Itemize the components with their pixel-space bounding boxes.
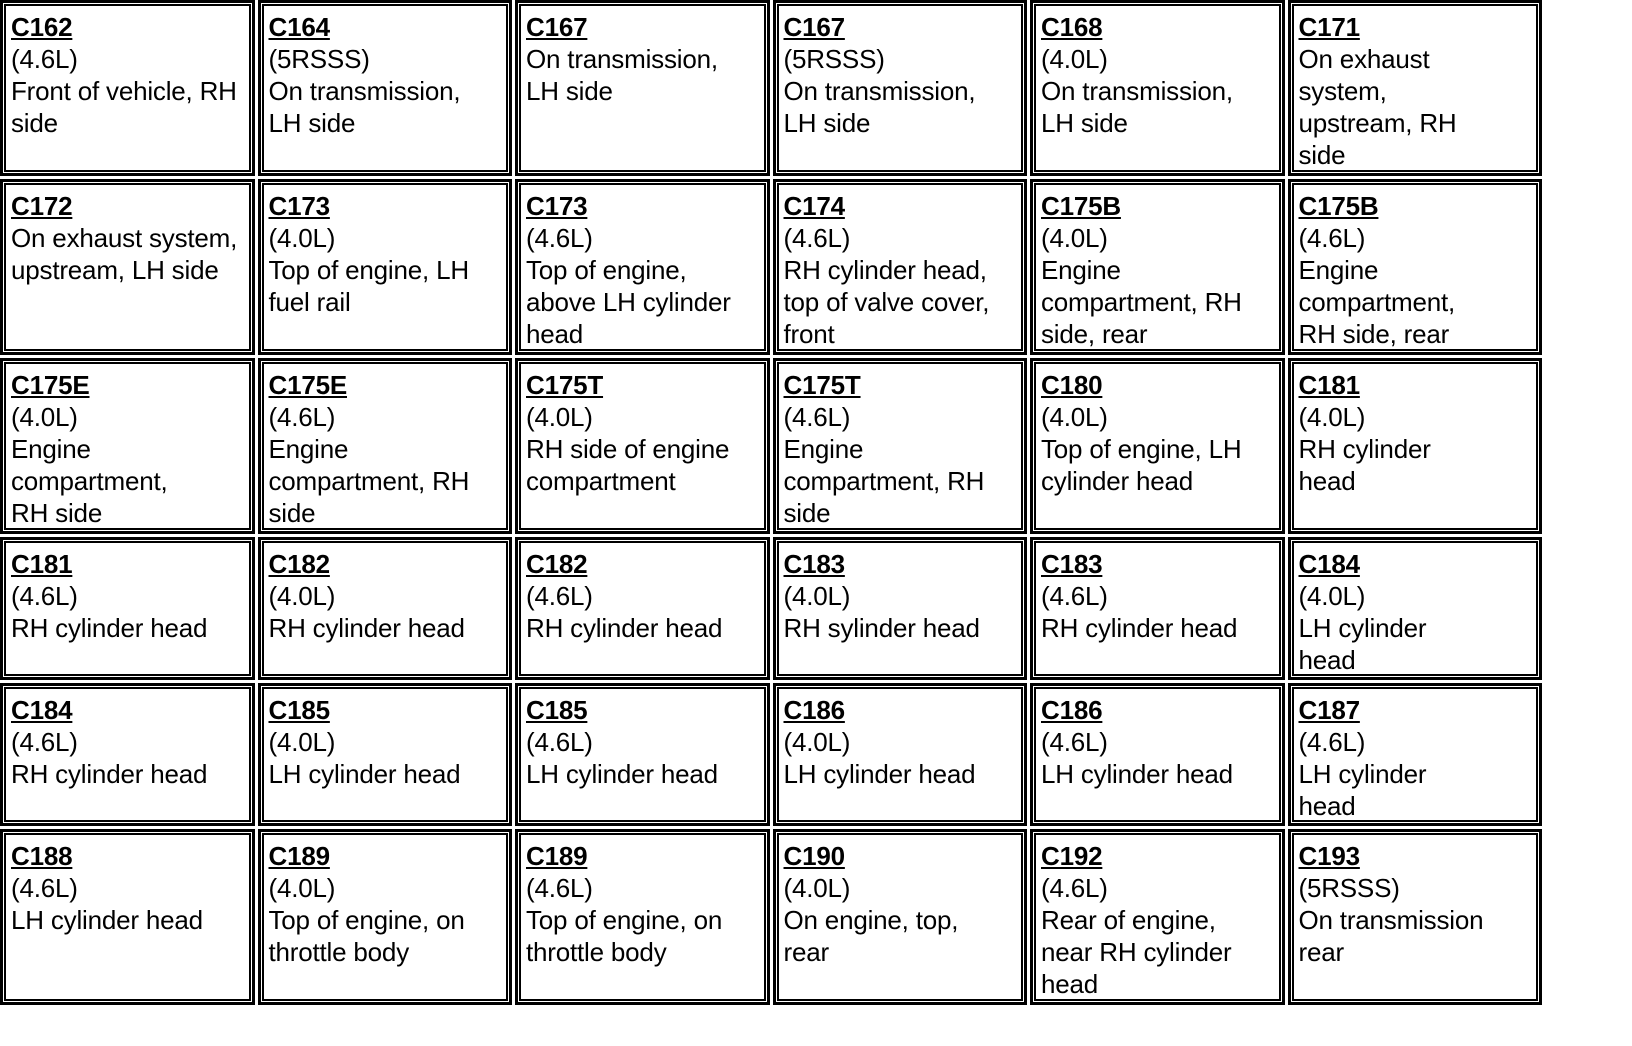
connector-location: On transmission, LH side bbox=[783, 76, 976, 138]
connector-cell bbox=[1288, 537, 1543, 680]
connector-code: C189 bbox=[268, 841, 330, 871]
connector-cell bbox=[258, 683, 513, 826]
connector-spec: (4.6L) bbox=[783, 223, 851, 253]
connector-spec: (4.6L) bbox=[268, 402, 336, 432]
connector-location: Engine compartment, RH side, rear bbox=[1298, 255, 1456, 349]
connector-code: C167 bbox=[526, 12, 588, 42]
connector-cell bbox=[1288, 358, 1543, 534]
connector-location: Top of engine, above LH cylinder head bbox=[526, 255, 731, 349]
connector-code: C162 bbox=[11, 12, 73, 42]
connector-location: Engine compartment, RH side bbox=[11, 434, 168, 528]
connector-code: C164 bbox=[268, 12, 330, 42]
connector-spec: (4.6L) bbox=[526, 873, 593, 903]
connector-code: C186 bbox=[1041, 695, 1103, 725]
connector-location: On exhaust system, upstream, LH side bbox=[11, 223, 238, 285]
connector-cell bbox=[258, 0, 513, 176]
connector-spec: (4.0L) bbox=[1041, 402, 1108, 432]
connector-spec: (4.6L) bbox=[1298, 223, 1366, 253]
connector-location: RH cylinder head bbox=[1298, 434, 1431, 496]
connector-location: Top of engine, LH cylinder head bbox=[1041, 434, 1242, 496]
connector-location: LH cylinder head bbox=[1298, 613, 1427, 675]
connector-code: C175E bbox=[11, 370, 90, 400]
connector-code: C171 bbox=[1298, 12, 1360, 42]
connector-spec: (4.6L) bbox=[11, 44, 78, 74]
connector-location: On exhaust system, upstream, RH side bbox=[1298, 44, 1457, 170]
connector-cell bbox=[258, 829, 513, 1005]
connector-code: C172 bbox=[11, 191, 73, 221]
connector-cell bbox=[773, 537, 1028, 680]
connector-spec: (4.6L) bbox=[1041, 873, 1108, 903]
connector-location: Engine compartment, RH side bbox=[783, 434, 985, 528]
connector-cell bbox=[773, 358, 1028, 534]
connector-location: On transmission, LH side bbox=[1041, 76, 1233, 138]
connector-location: LH cylinder head bbox=[783, 759, 976, 789]
connector-code: C182 bbox=[526, 549, 588, 579]
connector-cell bbox=[1288, 0, 1543, 176]
connector-code: C181 bbox=[11, 549, 73, 579]
connector-cell bbox=[1288, 829, 1543, 1005]
connector-location: Engine compartment, RH side, rear bbox=[1041, 255, 1242, 349]
connector-code: C175B bbox=[1041, 191, 1121, 221]
connector-cell bbox=[0, 358, 255, 534]
connector-location: LH cylinder head bbox=[526, 759, 718, 789]
connector-cell bbox=[1030, 537, 1285, 680]
connector-spec: (4.0L) bbox=[268, 581, 336, 611]
connector-location: Top of engine, LH fuel rail bbox=[268, 255, 469, 317]
connector-cell bbox=[515, 829, 770, 1005]
connector-cell bbox=[773, 829, 1028, 1005]
connector-spec: (4.0L) bbox=[526, 402, 593, 432]
connector-spec: (4.6L) bbox=[11, 873, 78, 903]
connector-cell bbox=[773, 683, 1028, 826]
connector-code: C185 bbox=[526, 695, 588, 725]
connector-spec: (4.6L) bbox=[1041, 581, 1108, 611]
connector-spec: (4.6L) bbox=[783, 402, 851, 432]
connector-cell bbox=[258, 537, 513, 680]
connector-cell bbox=[1288, 683, 1543, 826]
connector-cell bbox=[1030, 358, 1285, 534]
connector-location: RH cylinder head bbox=[1041, 613, 1238, 643]
connector-location: Top of engine, on throttle body bbox=[268, 905, 465, 967]
connector-cell bbox=[515, 0, 770, 176]
connector-location: Front of vehicle, RH side bbox=[11, 76, 237, 138]
connector-code: C190 bbox=[783, 841, 845, 871]
connector-code: C174 bbox=[783, 191, 845, 221]
connector-cell bbox=[515, 683, 770, 826]
connector-cell bbox=[1030, 683, 1285, 826]
connector-cell bbox=[515, 358, 770, 534]
connector-location: RH cylinder head bbox=[268, 613, 465, 643]
connector-cell bbox=[0, 179, 255, 355]
connector-spec: (4.6L) bbox=[11, 727, 78, 757]
connector-code: C173 bbox=[268, 191, 330, 221]
connector-spec: (4.0L) bbox=[783, 727, 851, 757]
connector-code: C187 bbox=[1298, 695, 1360, 725]
connector-code: C181 bbox=[1298, 370, 1360, 400]
connector-location: RH cylinder head, top of valve cover, front bbox=[783, 255, 990, 349]
connector-code: C185 bbox=[268, 695, 330, 725]
connector-spec: (5RSSS) bbox=[783, 44, 885, 74]
connector-code: C183 bbox=[1041, 549, 1103, 579]
connector-spec: (4.0L) bbox=[1041, 223, 1108, 253]
connector-spec: (4.6L) bbox=[526, 727, 593, 757]
connector-code: C186 bbox=[783, 695, 845, 725]
connector-cell bbox=[258, 179, 513, 355]
connector-code: C173 bbox=[526, 191, 588, 221]
connector-code: C183 bbox=[783, 549, 845, 579]
connector-spec: (5RSSS) bbox=[268, 44, 370, 74]
connector-spec: (4.6L) bbox=[526, 223, 593, 253]
connector-code: C167 bbox=[783, 12, 845, 42]
connector-spec: (4.0L) bbox=[783, 581, 851, 611]
connector-code: C182 bbox=[268, 549, 330, 579]
connector-spec: (4.6L) bbox=[11, 581, 78, 611]
connector-location: On engine, top, rear bbox=[783, 905, 959, 967]
connector-code: C188 bbox=[11, 841, 73, 871]
connector-cell bbox=[1030, 0, 1285, 176]
connector-cell bbox=[1030, 179, 1285, 355]
connector-code: C175T bbox=[526, 370, 604, 400]
connector-cell bbox=[773, 179, 1028, 355]
connector-cell bbox=[258, 358, 513, 534]
connector-location: RH sylinder head bbox=[783, 613, 980, 643]
connector-code: C175T bbox=[783, 370, 861, 400]
connector-location: LH cylinder head bbox=[11, 905, 203, 935]
connector-code: C193 bbox=[1298, 841, 1360, 871]
connector-spec: (4.6L) bbox=[526, 581, 593, 611]
connector-spec: (4.0L) bbox=[268, 223, 336, 253]
connector-code: C175B bbox=[1298, 191, 1379, 221]
connector-code: C189 bbox=[526, 841, 588, 871]
connector-location: RH side of engine compartment bbox=[526, 434, 730, 496]
connector-spec: (4.0L) bbox=[1041, 44, 1108, 74]
connector-location: On transmission rear bbox=[1298, 905, 1484, 967]
connector-cell bbox=[0, 829, 255, 1005]
connector-cell bbox=[773, 0, 1028, 176]
connector-spec: (5RSSS) bbox=[1298, 873, 1400, 903]
connector-cell bbox=[0, 537, 255, 680]
connector-location: On transmission, LH side bbox=[268, 76, 461, 138]
connector-location: RH cylinder head bbox=[526, 613, 723, 643]
connector-spec: (4.6L) bbox=[1298, 727, 1366, 757]
connector-location: Engine compartment, RH side bbox=[268, 434, 470, 528]
connector-spec: (4.0L) bbox=[1298, 581, 1366, 611]
connector-location: On transmission, LH side bbox=[526, 44, 718, 106]
connector-cell bbox=[515, 179, 770, 355]
connector-cell bbox=[515, 537, 770, 680]
connector-code: C180 bbox=[1041, 370, 1103, 400]
connector-location: Top of engine, on throttle body bbox=[526, 905, 723, 967]
connector-cell bbox=[1288, 179, 1543, 355]
connector-spec: (4.0L) bbox=[268, 727, 336, 757]
connector-cell bbox=[1030, 829, 1285, 1005]
connector-location: LH cylinder head bbox=[1298, 759, 1427, 821]
connector-spec: (4.6L) bbox=[1041, 727, 1108, 757]
connector-spec: (4.0L) bbox=[268, 873, 336, 903]
connector-cell bbox=[0, 0, 255, 176]
connector-spec: (4.0L) bbox=[11, 402, 78, 432]
connector-location: Rear of engine, near RH cylinder head bbox=[1041, 905, 1232, 999]
connector-code: C184 bbox=[1298, 549, 1360, 579]
connector-location: LH cylinder head bbox=[1041, 759, 1233, 789]
connector-code: C192 bbox=[1041, 841, 1103, 871]
connector-spec: (4.0L) bbox=[1298, 402, 1366, 432]
connector-code: C168 bbox=[1041, 12, 1103, 42]
connector-code: C175E bbox=[268, 370, 347, 400]
connector-code: C184 bbox=[11, 695, 73, 725]
connector-location: RH cylinder head bbox=[11, 613, 208, 643]
connector-spec: (4.0L) bbox=[783, 873, 851, 903]
connector-location: RH cylinder head bbox=[11, 759, 208, 789]
connector-location: LH cylinder head bbox=[268, 759, 461, 789]
connector-cell bbox=[0, 683, 255, 826]
